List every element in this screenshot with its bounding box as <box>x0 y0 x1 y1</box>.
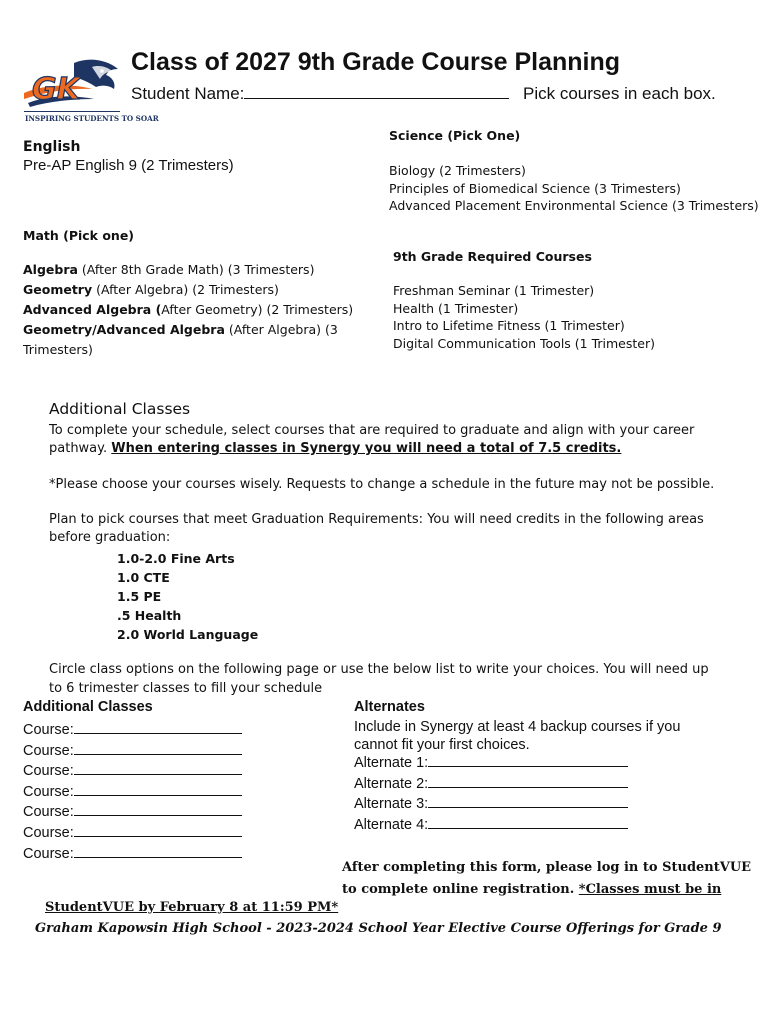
math-option-detail: After Geometry) (2 Trimesters) <box>161 302 354 317</box>
credit-pe: 1.5 PE <box>117 589 162 604</box>
course-field-5[interactable] <box>23 802 242 823</box>
alternate-label: Alternate 3: <box>354 796 429 812</box>
course-field-1[interactable] <box>23 720 242 741</box>
course-blank[interactable] <box>74 836 242 837</box>
circle-line-1: Circle class options on the following page or use the below list to write your choices. You will need up <box>49 662 709 677</box>
english-course[interactable]: Pre-AP English 9 (2 Trimesters) <box>23 157 234 174</box>
math-option-detail: (After Algebra) (3 <box>224 322 338 337</box>
alternate-blank[interactable] <box>428 787 628 788</box>
required-course-fitness: Intro to Lifetime Fitness (1 Trimester) <box>393 318 625 333</box>
course-blank[interactable] <box>74 795 242 796</box>
course-field-4[interactable] <box>23 782 242 803</box>
alternate-label: Alternate 2: <box>354 775 429 792</box>
course-field-2[interactable] <box>23 741 242 762</box>
math-option-algebra[interactable] <box>23 260 353 280</box>
science-option-biology[interactable]: Biology (2 Trimesters) <box>389 163 526 178</box>
credits-requirement: When entering classes in Synergy you will need a total of 7.5 credits. <box>111 441 622 456</box>
math-option-advanced-algebra[interactable] <box>23 300 353 320</box>
required-heading: 9th Grade Required Courses <box>393 249 592 264</box>
math-option-detail: (After 8th Grade Math) (3 Trimesters) <box>77 262 315 277</box>
required-course-health: Health (1 Trimester) <box>393 300 519 316</box>
course-label: Course: <box>23 763 74 780</box>
course-blank[interactable] <box>74 857 242 858</box>
svg-text:INSPIRING STUDENTS TO SOAR: INSPIRING STUDENTS TO SOAR <box>25 114 159 123</box>
credits-list <box>117 549 258 644</box>
science-option-biomedical[interactable]: Principles of Biomedical Science (3 Trimesters) <box>389 180 681 196</box>
form-classes-heading: Additional Classes <box>23 699 153 715</box>
alternate-field-2[interactable] <box>354 774 628 795</box>
intro-line-2 <box>49 440 694 458</box>
course-field-7[interactable] <box>23 844 242 865</box>
after-registration: to complete online registration. <box>342 882 579 897</box>
course-field-3[interactable] <box>23 761 242 782</box>
math-option-name: Geometry/Advanced Algebra <box>23 322 225 337</box>
math-option-name: Algebra <box>23 262 78 277</box>
plan-line-2: before graduation: <box>49 530 171 545</box>
required-course-digital-tools: Digital Communication Tools (1 Trimester) <box>393 335 655 351</box>
course-label: Course: <box>23 845 74 862</box>
alternate-label: Alternate 4: <box>354 816 429 833</box>
math-list <box>23 260 353 360</box>
credit-health: .5 Health <box>117 608 182 623</box>
intro-pathway: pathway. <box>49 441 112 456</box>
math-option-geometry[interactable] <box>23 280 353 300</box>
math-option-name: Advanced Algebra ( <box>23 302 162 317</box>
course-label: Course: <box>23 722 74 738</box>
circle-note <box>49 660 709 698</box>
student-name-blank[interactable] <box>244 98 509 99</box>
course-blank[interactable] <box>74 774 242 775</box>
school-logo <box>22 55 159 125</box>
additional-heading: Additional Classes <box>49 400 191 418</box>
math-heading: Math (Pick one) <box>23 228 135 243</box>
circle-line-2: to 6 trimester classes to fill your schedule <box>49 681 323 696</box>
additional-intro <box>49 422 694 458</box>
after-line-1: After completing this form, please log in to StudentVUE <box>342 860 752 875</box>
credit-cte: 1.0 CTE <box>117 570 170 585</box>
pick-courses-note: Pick courses in each box. <box>523 84 716 103</box>
english-heading: English <box>23 139 81 155</box>
science-list <box>389 162 759 215</box>
course-blank[interactable] <box>74 754 242 755</box>
course-fields <box>23 720 242 864</box>
classes-must-be-in: *Classes must be in <box>578 882 722 897</box>
plan-note <box>49 511 704 547</box>
alternate-fields <box>354 753 628 835</box>
page-title: Class of 2027 9th Grade Course Planning <box>131 48 621 76</box>
alternate-field-1[interactable] <box>354 753 628 774</box>
science-option-ap-environmental[interactable]: Advanced Placement Environmental Science (3 Trimesters) <box>389 198 759 213</box>
school-offerings-line: Graham Kapowsin High School - 2023-2024 School Year Elective Course Offerings for Grade 9 <box>35 921 722 936</box>
math-option-wrap: Trimesters) <box>23 342 93 357</box>
intro-line-1: To complete your schedule, select courses that are required to graduate and align with your career <box>49 423 695 438</box>
alternate-blank[interactable] <box>428 807 628 808</box>
course-blank[interactable] <box>74 815 242 816</box>
course-label: Course: <box>23 783 74 800</box>
alternates-note-line-1: Include in Synergy at least 4 backup courses if you <box>354 719 681 735</box>
alternate-label: Alternate 1: <box>354 755 429 771</box>
math-option-detail: (After Algebra) (2 Trimesters) <box>92 282 279 297</box>
warning-note: *Please choose your courses wisely. Requests to change a schedule in the future may not be possible. <box>49 477 715 492</box>
alternates-note <box>354 718 680 754</box>
svg-text:GK: GK <box>32 72 80 107</box>
alternate-field-4[interactable] <box>354 815 628 836</box>
course-label: Course: <box>23 804 74 821</box>
credit-world-language: 2.0 World Language <box>117 627 259 642</box>
course-label: Course: <box>23 742 74 759</box>
alternate-blank[interactable] <box>428 828 628 829</box>
alternate-field-3[interactable] <box>354 794 628 815</box>
alternates-heading: Alternates <box>354 699 425 715</box>
credit-fine-arts: 1.0-2.0 Fine Arts <box>117 551 235 566</box>
course-label: Course: <box>23 824 74 841</box>
after-completing-note <box>342 857 751 901</box>
after-line-2 <box>342 879 751 901</box>
math-option-geometry-advanced-algebra[interactable] <box>23 320 353 340</box>
science-heading: Science (Pick One) <box>389 128 521 143</box>
alternate-blank[interactable] <box>428 766 628 767</box>
alternates-note-line-2: cannot fit your first choices. <box>354 737 530 753</box>
student-name-label: Student Name: <box>131 84 245 103</box>
required-list <box>393 282 655 352</box>
student-name-field[interactable] <box>131 84 509 104</box>
math-option-name: Geometry <box>23 282 93 297</box>
deadline-note: StudentVUE by February 8 at 11:59 PM* <box>45 900 339 915</box>
required-course-freshman-seminar: Freshman Seminar (1 Trimester) <box>393 283 595 298</box>
course-blank[interactable] <box>74 733 242 734</box>
plan-line-1: Plan to pick courses that meet Graduation Requirements: You will need credits in the following areas <box>49 512 704 527</box>
course-field-6[interactable] <box>23 823 242 844</box>
